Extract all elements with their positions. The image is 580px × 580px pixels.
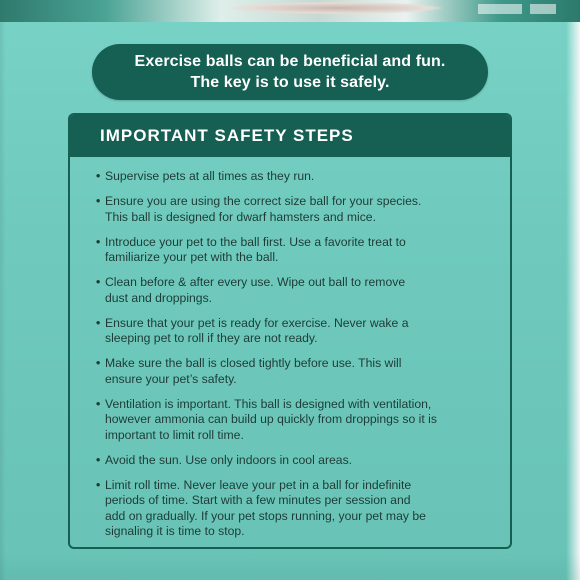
- bullet-icon: •: [96, 477, 101, 492]
- intro-banner: [92, 44, 488, 100]
- safety-step-line: This ball is designed for dwarf hamsters and mice.: [105, 209, 376, 224]
- bullet-icon: •: [96, 315, 101, 330]
- safety-step-text: [105, 275, 492, 306]
- safety-step: [96, 235, 492, 266]
- safety-step-line: Clean before & after every use. Wipe out ball to remove: [105, 275, 406, 289]
- safety-step: [96, 316, 492, 347]
- safety-step: [96, 169, 492, 185]
- safety-step-line: important to limit roll time.: [105, 427, 244, 442]
- safety-step-text: [105, 235, 492, 266]
- safety-step-line: familiarize your pet with the ball.: [105, 250, 279, 264]
- safety-step-line: Introduce your pet to the ball first. Use a favorite treat to: [105, 234, 406, 249]
- bullet-icon: •: [96, 396, 101, 411]
- safety-step-text: [105, 356, 492, 387]
- intro-line-1: Exercise balls can be beneficial and fun.: [134, 53, 446, 70]
- safety-step-line: Avoid the sun. Use only indoors in cool areas.: [105, 452, 353, 467]
- safety-step: [96, 194, 492, 225]
- bullet-icon: •: [96, 234, 101, 249]
- box-right-edge: [566, 22, 580, 580]
- bullet-icon: •: [96, 356, 101, 370]
- safety-step-text: [105, 169, 492, 185]
- safety-step-line: Ensure you are using the correct size ball for your species.: [105, 194, 422, 208]
- safety-step-line: ensure your pet’s safety.: [105, 371, 237, 386]
- safety-step: [96, 275, 492, 306]
- safety-step-line: sleeping pet to roll if they are not ready.: [105, 331, 318, 345]
- bullet-icon: •: [96, 452, 101, 467]
- safety-step: [96, 453, 492, 469]
- safety-step-line: Limit roll time. Never leave your pet in a ball for indefinite: [105, 477, 412, 492]
- safety-step-text: [105, 397, 492, 444]
- safety-step: [96, 397, 492, 444]
- safety-step-text: [105, 453, 492, 469]
- bullet-icon: •: [96, 169, 101, 183]
- bullet-icon: •: [96, 194, 101, 208]
- safety-step-line: Supervise pets at all times as they run.: [105, 169, 315, 183]
- intro-line-2: The key is to use it safely.: [190, 74, 390, 91]
- safety-steps-list: [96, 169, 492, 549]
- safety-step-text: [105, 194, 492, 225]
- safety-step-line: however ammonia can build up quickly from droppings so it is: [105, 412, 437, 426]
- safety-step-line: Ensure that your pet is ready for exercise. Never wake a: [105, 315, 409, 330]
- package-top-edge: [0, 0, 580, 22]
- safety-step-line: periods of time. Start with a few minutes per session and: [105, 493, 411, 507]
- decorative-mark: [478, 4, 522, 14]
- safety-step: [96, 478, 492, 540]
- safety-step-line: add on gradually. If your pet stops running, your pet may be: [105, 508, 426, 523]
- safety-step-line: signaling it is time to stop.: [105, 524, 245, 538]
- panel-title: IMPORTANT SAFETY STEPS: [100, 126, 354, 145]
- safety-step-text: [105, 478, 492, 540]
- box-bottom-shade: [0, 552, 580, 580]
- safety-step: [96, 356, 492, 387]
- safety-step-line: dust and droppings.: [105, 290, 213, 305]
- bullet-icon: •: [96, 275, 101, 289]
- panel-header: [70, 115, 510, 157]
- box-left-edge: [0, 22, 6, 580]
- ball-lid-shape: [232, 2, 442, 14]
- safety-steps-panel: [68, 113, 512, 549]
- decorative-mark: [530, 4, 556, 14]
- safety-step-line: Ventilation is important. This ball is designed with ventilation,: [105, 396, 432, 411]
- safety-step-line: Make sure the ball is closed tightly before use. This will: [105, 356, 402, 370]
- safety-step-text: [105, 316, 492, 347]
